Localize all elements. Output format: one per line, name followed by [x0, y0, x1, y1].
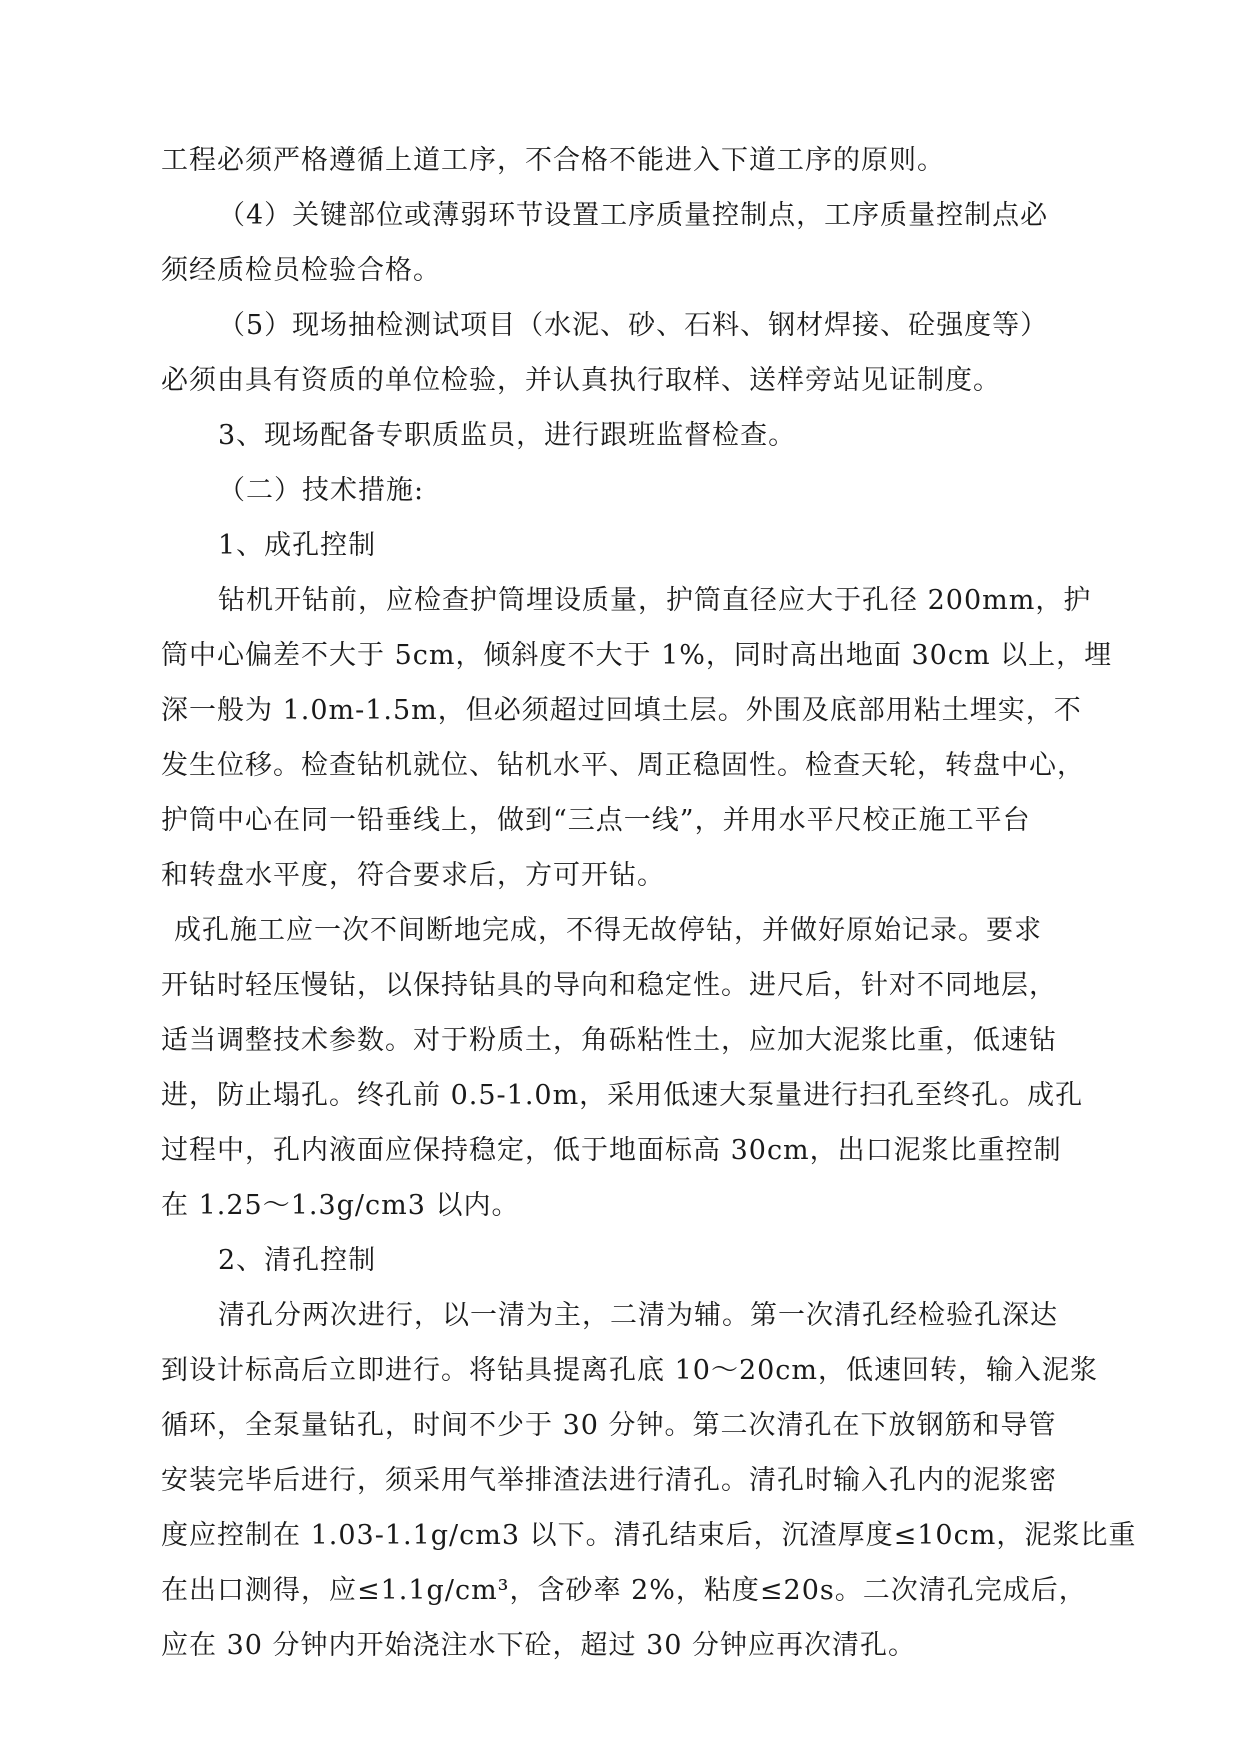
text-line-14: 和转盘水平度，符合要求后，方可开钻。	[161, 860, 665, 891]
text-line-6: 3、现场配备专职质监员，进行跟班监督检查。	[218, 420, 797, 451]
text-line-19: 过程中，孔内液面应保持稳定，低于地面标高 30cm，出口泥浆比重控制	[161, 1135, 1062, 1166]
text-line-5: 必须由具有资质的单位检验，并认真执行取样、送样旁站见证制度。	[161, 365, 1001, 396]
text-line-13: 护筒中心在同一铅垂线上，做到“三点一线”，并用水平尺校正施工平台	[161, 805, 1031, 836]
section-heading-technical: （二）技术措施:	[218, 475, 425, 506]
text-line-23: 到设计标高后立即进行。将钻具提离孔底 10～20cm，低速回转，输入泥浆	[161, 1355, 1099, 1386]
text-line-26: 度应控制在 1.03-1.1g/cm3 以下。清孔结束后，沉渣厚度≤10cm，泥浆比重	[161, 1520, 1137, 1551]
text-line-12: 发生位移。检查钻机就位、钻机水平、周正稳固性。检查天轮，转盘中心，	[161, 750, 1085, 781]
text-line-17: 适当调整技术参数。对于粉质土，角砾粘性土，应加大泥浆比重，低速钻	[161, 1025, 1057, 1056]
text-line-10: 筒中心偏差不大于 5cm，倾斜度不大于 1%，同时高出地面 30cm 以上，埋	[161, 640, 1113, 671]
text-line-4: （5）现场抽检测试项目（水泥、砂、石料、钢材焊接、砼强度等）	[218, 310, 1049, 341]
subsection-heading-hole-forming: 1、成孔控制	[218, 530, 377, 561]
text-line-25: 安装完毕后进行，须采用气举排渣法进行清孔。清孔时输入孔内的泥浆密	[161, 1465, 1057, 1496]
text-line-28: 应在 30 分钟内开始浇注水下砼，超过 30 分钟应再次清孔。	[161, 1630, 917, 1661]
subsection-heading-hole-cleaning: 2、清孔控制	[218, 1245, 377, 1276]
text-line-16: 开钻时轻压慢钻，以保持钻具的导向和稳定性。进尺后，针对不同地层，	[161, 970, 1057, 1001]
text-line-24: 循环，全泵量钻孔，时间不少于 30 分钟。第二次清孔在下放钢筋和导管	[161, 1410, 1057, 1441]
text-line-27: 在出口测得，应≤1.1g/cm³，含砂率 2%，粘度≤20s。二次清孔完成后，	[161, 1575, 1087, 1606]
text-line-3: 须经质检员检验合格。	[161, 255, 441, 286]
text-line-1: 工程必须严格遵循上道工序，不合格不能进入下道工序的原则。	[161, 145, 945, 176]
text-line-22: 清孔分两次进行，以一清为主，二清为辅。第一次清孔经检验孔深达	[218, 1300, 1058, 1331]
text-line-15: 成孔施工应一次不间断地完成，不得无故停钻，并做好原始记录。要求	[174, 915, 1042, 946]
text-line-18: 进，防止塌孔。终孔前 0.5-1.0m，采用低速大泵量进行扫孔至终孔。成孔	[161, 1080, 1084, 1111]
text-line-20: 在 1.25～1.3g/cm3 以内。	[161, 1190, 520, 1221]
text-line-11: 深一般为 1.0m-1.5m，但必须超过回填土层。外围及底部用粘土埋实，不	[161, 695, 1082, 726]
text-line-9: 钻机开钻前，应检查护筒埋设质量，护筒直径应大于孔径 200mm，护	[218, 585, 1092, 616]
text-line-2: （4）关键部位或薄弱环节设置工序质量控制点，工序质量控制点必	[218, 200, 1049, 231]
